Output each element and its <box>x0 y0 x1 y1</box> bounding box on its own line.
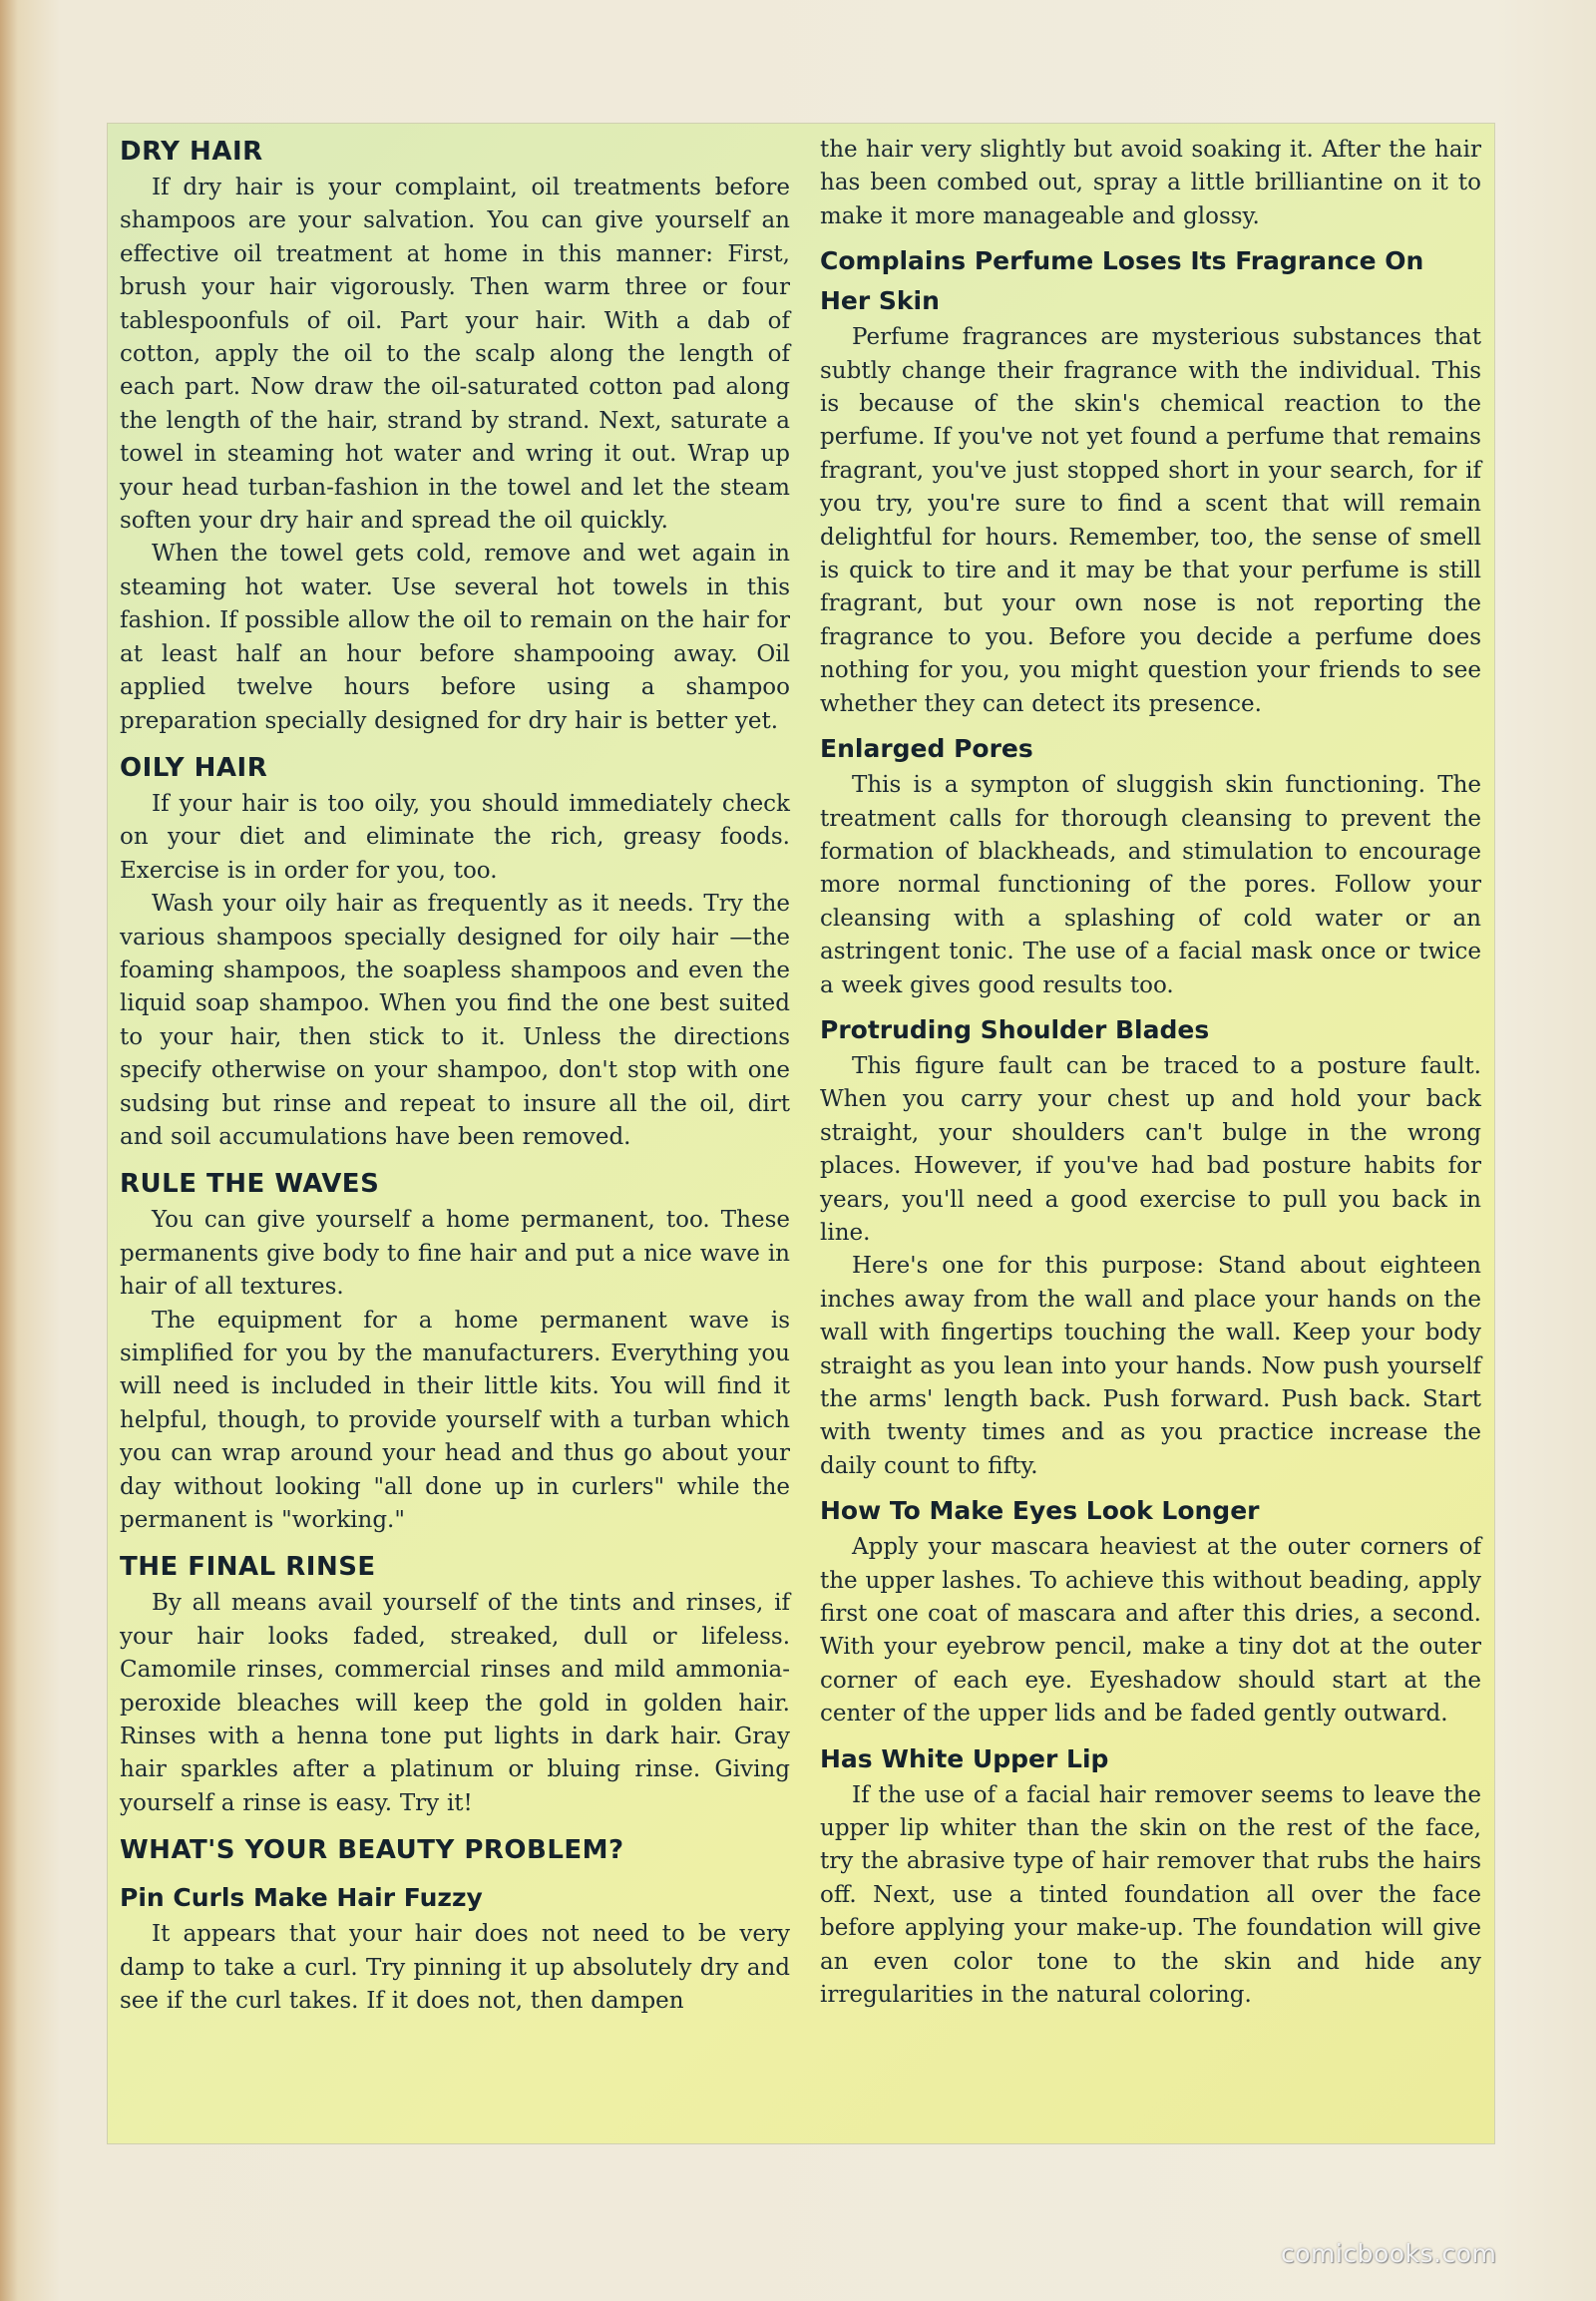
paragraph: Here's one for this purpose: Stand about eighteen inches away from the wall and place your hands on the wall with fingertips touching the wall. Keep your body straight as you lean into your hands. Now push yourself the arms' length back. Push forward. Push back. Start with twenty times and as you practice increase the daily count to fifty. <box>820 1253 1481 1479</box>
subheading-enlarged-pores: Enlarged Pores <box>820 734 1033 764</box>
subheading-shoulder-blades: Protruding Shoulder Blades <box>820 1014 1210 1044</box>
paragraph: You can give yourself a home permanent, too. These permanents give body to fine hair and put a nice wave in hair of all textures. <box>120 1207 790 1301</box>
paragraph-continued: the hair very slightly but avoid soaking it. After the hair has been combed out, spray a little brilliantine on it to make it more manageable and glossy. <box>820 137 1481 229</box>
section-heading-dry-hair: DRY HAIR <box>120 137 263 167</box>
paragraph: If the use of a facial hair remover seems to leave the upper lip whiter than the skin on the rest of the face, try the abrasive type of hair remover that rubs the hairs off. Next, use a tinted foundation all over the face before applying your make-up. The foundation will give an even color tone to the skin and hide any irregularities in the natural coloring. <box>820 1781 1481 2009</box>
section-heading-beauty-problem: WHAT'S YOUR BEAUTY PROBLEM? <box>120 1835 624 1866</box>
paragraph: It appears that your hair does not need to be very damp to take a curl. Try pinning it up absolutely dry and see if the curl takes. If it does not, then dampen <box>120 1921 790 2015</box>
paragraph: This is a sympton of sluggish skin functioning. The treatment calls for thorough cleansing to prevent the formation of blackheads, and stimulation to encourage more normal functioning of the pores. Follow your cleansing with a splashing of cold water or an astringent tonic. The use of a facial mask once or twice a week gives good results too. <box>820 772 1481 998</box>
paragraph: Perfume fragrances are mysterious substances that subtly change their fragrance with the individual. This is because of the skin's chemical reaction to the perfume. If you've not yet found a perfume that remains fragrant, you've just stopped short in your search, for if you try, you're sure to find a scent that will remain delightful for hours. Remember, too, the sense of smell is quick to tire and it may be that your perfume is still fragrant, but your own nose is not reporting the fragrance to you. Before you decide a perfume does nothing for you, you might question your friends to see whether they can detect its presence. <box>820 324 1481 717</box>
section-heading-final-rinse: THE FINAL RINSE <box>120 1552 376 1583</box>
paragraph: If your hair is too oily, you should immediately check on your diet and eliminate the rich, greasy foods. Exercise is in order for you, too. <box>120 790 790 884</box>
section-heading-rule-the-waves: RULE THE WAVES <box>120 1169 380 1200</box>
paragraph: This figure fault can be traced to a posture fault. When you carry your chest up and hold your back straight, your shoulders can't bulge in the wrong places. However, if you've had bad posture habits for years, you'll need a good exercise to pull you back in line. <box>820 1052 1481 1246</box>
subheading-eyes: How To Make Eyes Look Longer <box>820 1496 1260 1526</box>
subheading-perfume: Complains Perfume Loses Its Fragrance On Her Skin <box>820 246 1424 316</box>
section-heading-oily-hair: OILY HAIR <box>120 752 268 783</box>
right-column <box>820 134 1481 2013</box>
left-column <box>120 132 790 2019</box>
subheading-pin-curls: Pin Curls Make Hair Fuzzy <box>120 1883 483 1913</box>
paragraph: If dry hair is your complaint, oil treatments before shampoos are your salvation. You can give yourself an effective oil treatment at home in this manner: First, brush your hair vigorously. Then warm three or four tablespoonfuls of oil. Part your hair. With a dab of cotton, apply the oil to the scalp along the length of each part. Now draw the oil-saturated cotton pad along the length of the hair, strand by strand. Next, saturate a towel in steaming hot water and wring it out. Wrap up your head turban-fashion in the towel and let the steam soften your dry hair and spread the oil quickly. <box>120 175 790 535</box>
subheading-white-upper-lip: Has White Upper Lip <box>820 1743 1109 1773</box>
paragraph: Apply your mascara heaviest at the outer corners of the upper lashes. To achieve this without beading, apply first one coat of mascara and after this dries, a second. With your eyebrow pencil, make a tiny dot at the outer corner of each eye. Eyeshadow should start at the center of the upper lids and be faded gently outward. <box>820 1534 1481 1727</box>
paragraph: Wash your oily hair as frequently as it needs. Try the various shampoos specially designed for oily hair —the foaming shampoos, the soapless shampoos and even the liquid soap shampoo. When you find the one best suited to your hair, then stick to it. Unless the directions specify otherwise on your shampoo, don't stop with one sudsing but rinse and repeat to insure all the oil, dirt and soil accumulations have been removed. <box>120 891 790 1150</box>
watermark: comicbooks.com <box>1281 2239 1497 2268</box>
paragraph: When the towel gets cold, remove and wet again in steaming hot water. Use several hot towels in this fashion. If possible allow the oil to remain on the hair for at least half an hour before shampooing away. Oil applied twelve hours before using a shampoo preparation specially designed for dry hair is better yet. <box>120 541 790 734</box>
paragraph: By all means avail yourself of the tints and rinses, if your hair looks faded, streaked, dull or lifeless. Camomile rinses, commercial rinses and mild ammonia-peroxide bleaches will keep the gold in golden hair. Rinses with a henna tone put lights in dark hair. Gray hair sparkles after a platinum or bluing rinse. Giving yourself a rinse is easy. Try it! <box>120 1590 790 1816</box>
paragraph: The equipment for a home permanent wave is simplified for you by the manufacturers. Everything you will need is included in their little kits. You will find it helpful, though, to provide yourself with a turban which you can wrap around your head and thus go about your day without looking "all done up in curlers" while the permanent is "working." <box>120 1307 790 1534</box>
